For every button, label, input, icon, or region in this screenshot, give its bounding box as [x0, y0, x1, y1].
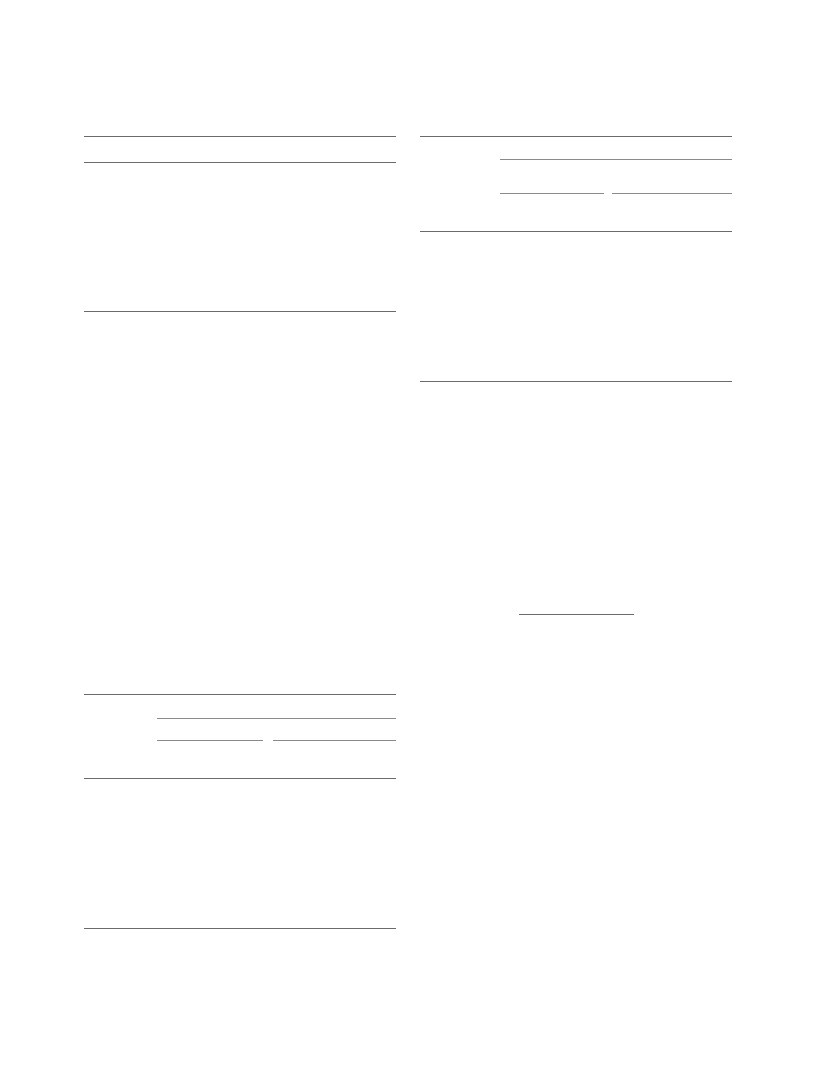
table-3-top-rule [420, 136, 732, 137]
table-3-bottom-rule [420, 381, 732, 382]
footnote-separator-rule [519, 614, 634, 615]
table-2-top-rule [84, 694, 396, 695]
table-2-bottom-rule [84, 928, 396, 929]
table-1-top-rule [84, 136, 396, 137]
table-3-subgroup-rule-a [500, 193, 604, 194]
table-1-header-rule [84, 162, 396, 163]
table-2-subgroup-rule-b [273, 740, 396, 741]
table-2-subgroup-rule-a [157, 740, 263, 741]
table-2-group-rule [157, 718, 396, 719]
table-3-group-rule [500, 159, 732, 160]
table-2-header-rule [84, 778, 396, 779]
table-3-subgroup-rule-b [612, 193, 732, 194]
table-1-bottom-rule [84, 311, 396, 312]
table-3-header-rule [420, 231, 732, 232]
